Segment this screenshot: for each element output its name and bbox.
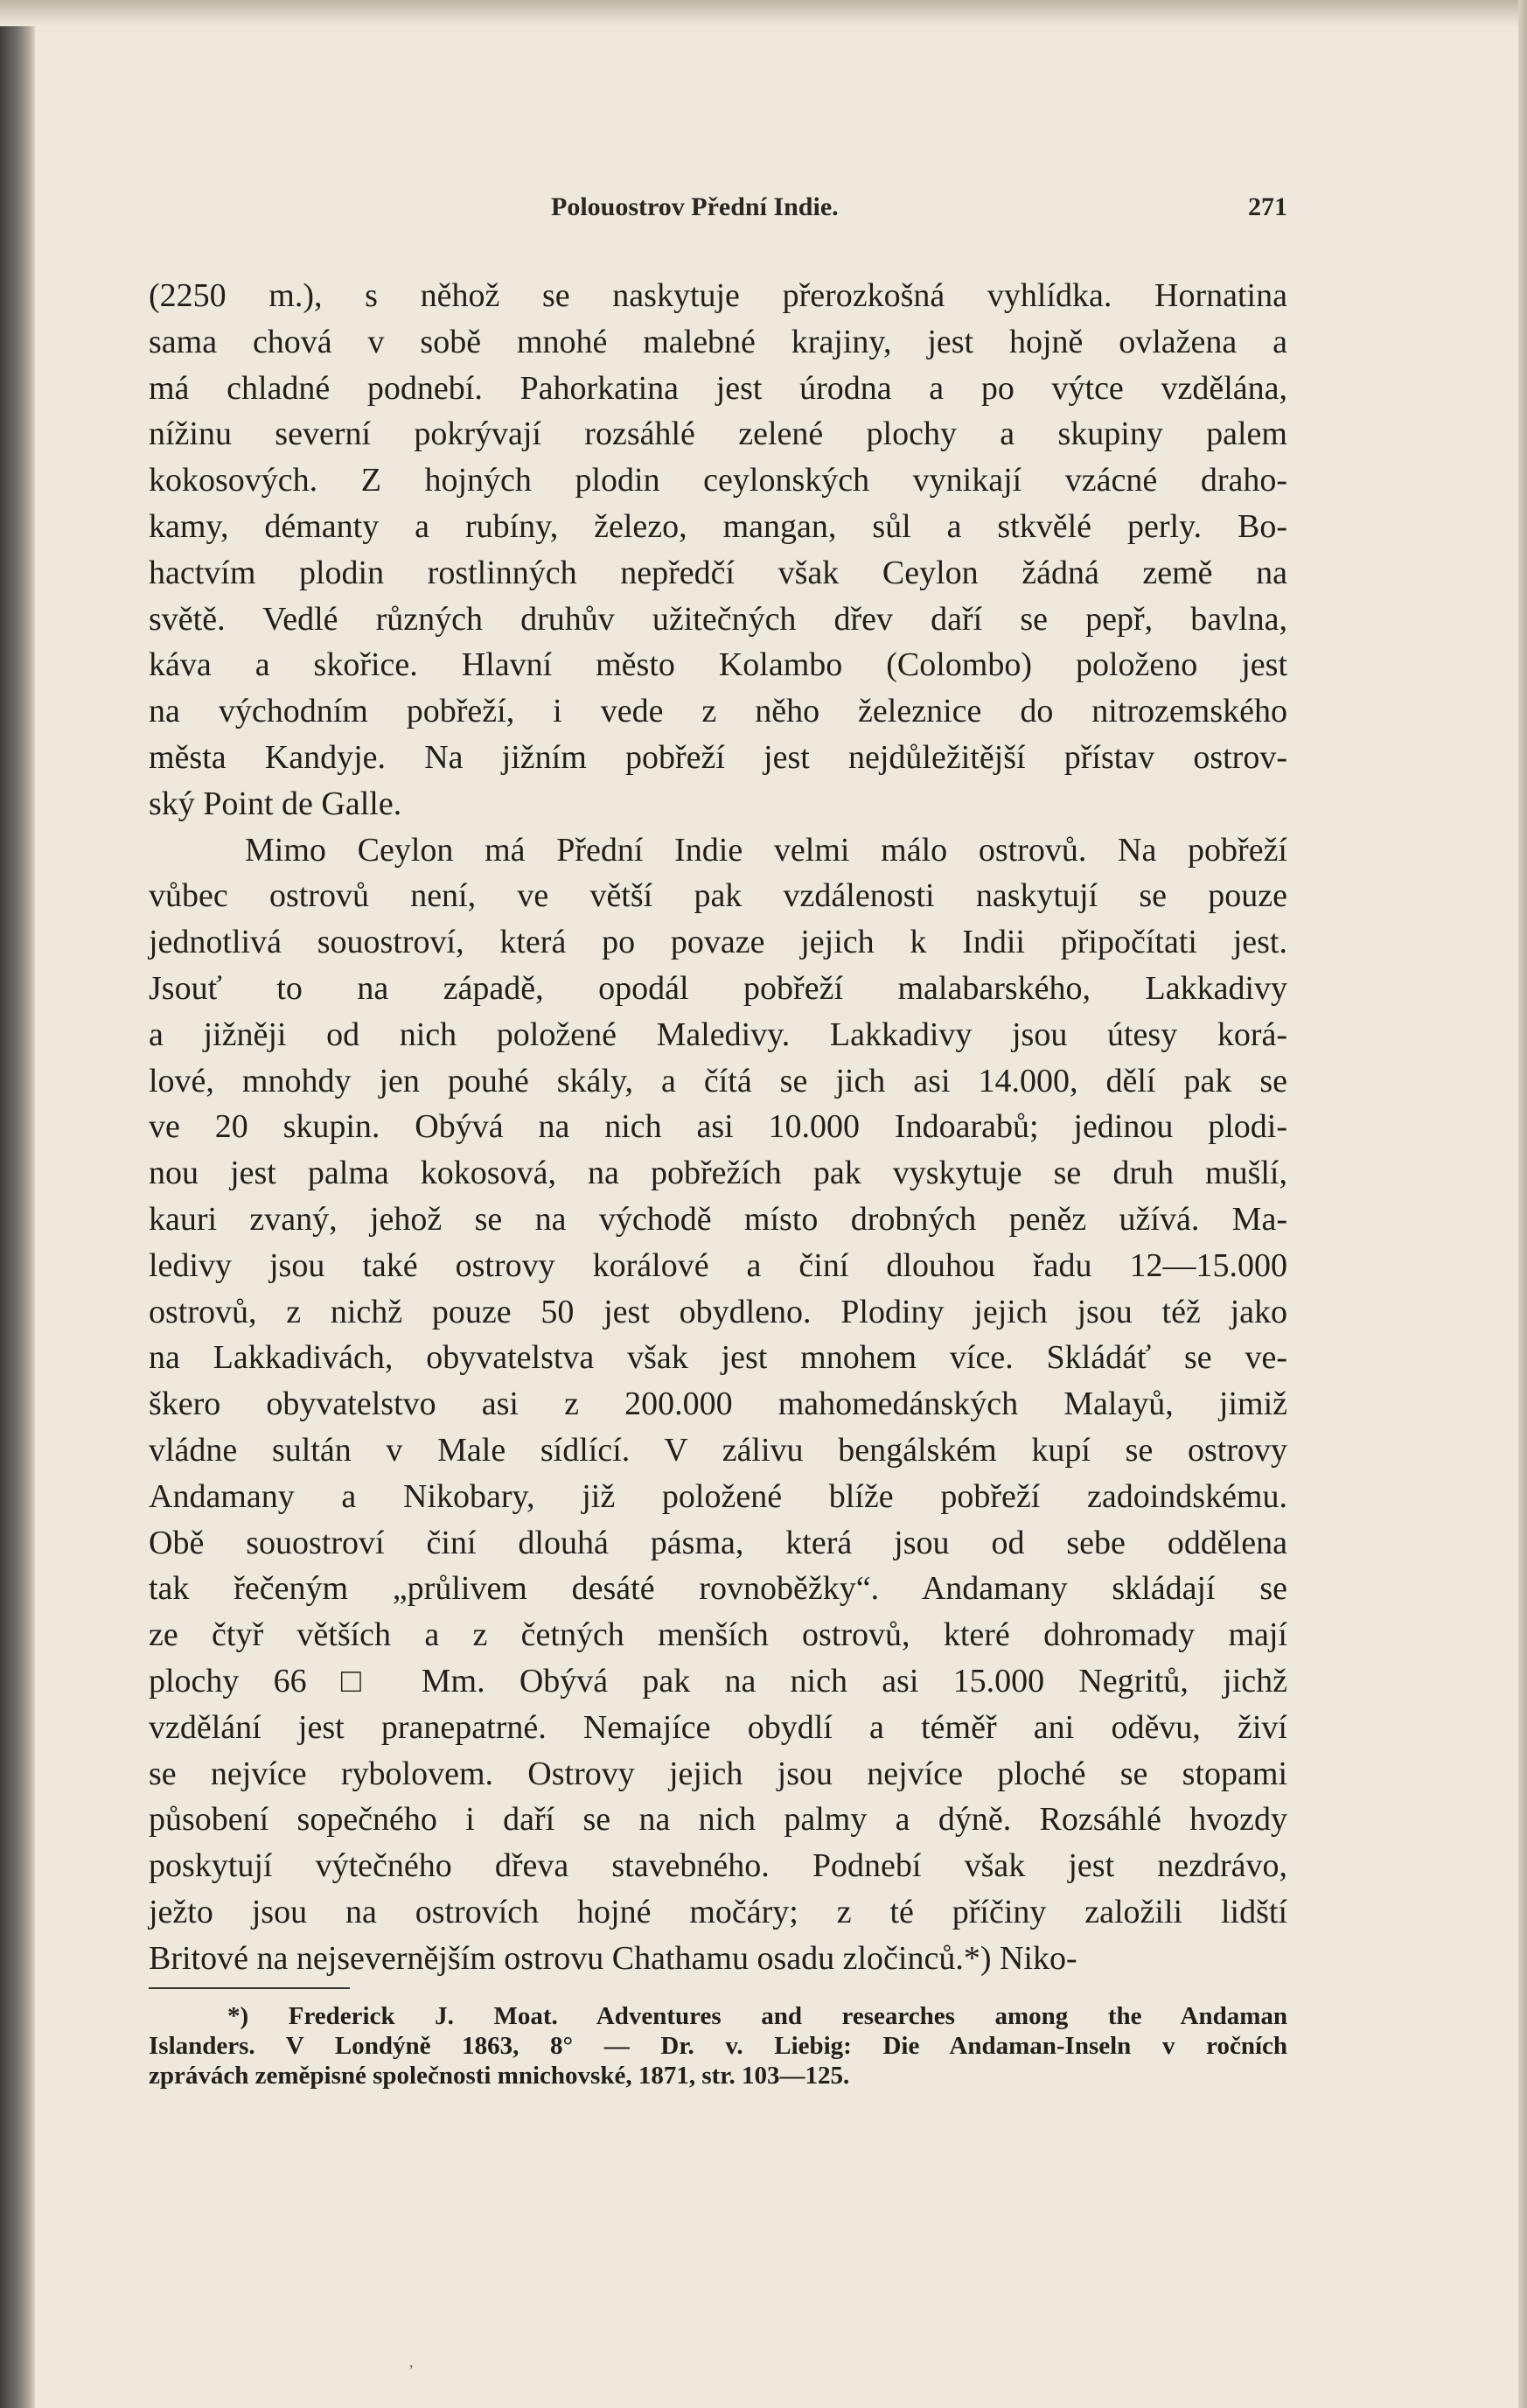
text-line: a jižněji od nich položené Maledivy. Lakkadivy jsou útesy korá-	[149, 1016, 1287, 1053]
text-line: (2250 m.), s něhož se naskytuje přerozkošná vyhlídka. Hornatina	[149, 277, 1287, 314]
text-line: na Lakkadivách, obyvatelstva však jest mnohem více. Skládáť se ve-	[149, 1339, 1287, 1377]
text-line: jednotlivá souostroví, která po povaze jejich k Indii připočítati jest.	[149, 924, 1287, 961]
text-line: ve 20 skupin. Obývá na nich asi 10.000 Indoarabů; jedinou plodi-	[149, 1108, 1287, 1146]
text-line: na východním pobřeží, i vede z něho železnice do nitrozemského	[149, 693, 1287, 730]
text-line: Britové na nejsevernějším ostrovu Chathamu osadu zločinců.*) Niko-	[149, 1939, 1077, 1977]
book-binding-shadow	[0, 0, 35, 2408]
page-number: 271	[1248, 192, 1287, 221]
text-line: škero obyvatelstvo asi z 200.000 mahomedánských Malayů, jimiž	[149, 1385, 1287, 1423]
text-line: vzdělání jest pranepatrné. Nemajíce obydlí a téměř ani oděvu, živí	[149, 1708, 1287, 1746]
text-line: káva a skořice. Hlavní město Kolambo (Colombo) položeno jest	[149, 646, 1287, 684]
text-line: ze čtyř větších a z četných menších ostrovů, které dohromady mají	[149, 1616, 1287, 1654]
text-line: ježto jsou na ostrovích hojné močáry; z té příčiny založili lidští	[149, 1893, 1287, 1930]
footnote-separator	[149, 1987, 350, 1989]
text-line: města Kandyje. Na jižním pobřeží jest nejdůležitější přístav ostrov-	[149, 738, 1287, 776]
text-line: nou jest palma kokosová, na pobřežích pak vyskytuje se druh mušlí,	[149, 1155, 1287, 1192]
text-line: Jsouť to na západě, opodál pobřeží malabarského, Lakkadivy	[149, 969, 1287, 1007]
text-line: kokosových. Z hojných plodin ceylonských vynikají vzácné draho-	[149, 462, 1287, 499]
main-text	[149, 273, 1287, 1981]
text-line: se nejvíce rybolovem. Ostrovy jejich jsou nejvíce ploché se stopami	[149, 1755, 1287, 1792]
text-line: poskytují výtečného dřeva stavebného. Podnebí však jest nezdrávo,	[149, 1847, 1287, 1885]
text-line: kauri zvaný, jehož se na východě místo drobných peněz užívá. Ma-	[149, 1200, 1287, 1238]
text-line: má chladné podnebí. Pahorkatina jest úrodna a po výtce vzdělána,	[149, 369, 1287, 407]
text-line: vládne sultán v Male sídlící. V zálivu bengálském kupí se ostrovy	[149, 1431, 1287, 1469]
text-line: působení sopečného i daří se na nich palmy a dýně. Rozsáhlé hvozdy	[149, 1801, 1287, 1839]
text-line: nížinu severní pokrývají rozsáhlé zelené plochy a skupiny palem	[149, 415, 1287, 453]
text-line: ledivy jsou také ostrovy korálové a činí dlouhou řadu 12—15.000	[149, 1246, 1287, 1284]
running-header	[149, 192, 1287, 236]
footnote-line: zprávách zeměpisné společnosti mnichovské, 1871, str. 103—125.	[149, 2062, 850, 2090]
footnote-line: Islanders. V Londýně 1863, 8° — Dr. v. Liebig: Die Andaman-Inseln v ročních	[149, 2032, 1287, 2060]
text-line: lové, mnohdy jen pouhé skály, a čítá se jich asi 14.000, dělí pak se	[149, 1062, 1287, 1099]
text-line: hactvím plodin rostlinných nepředčí však Ceylon žádná země na	[149, 554, 1287, 591]
text-line: ostrovů, z nichž pouze 50 jest obydleno. Plodiny jejich jsou též jako	[149, 1293, 1287, 1330]
text-line: Mimo Ceylon má Přední Indie velmi málo ostrovů. Na pobřeží	[245, 831, 1287, 869]
text-line: Obě souostroví činí dlouhá pásma, která jsou od sebe oddělena	[149, 1524, 1287, 1561]
stray-ink-mark: ,	[409, 2353, 414, 2370]
text-line: světě. Vedlé různých druhův užitečných dřev daří se pepř, bavlna,	[149, 600, 1287, 638]
text-line: ský Point de Galle.	[149, 785, 402, 822]
text-line: sama chová v sobě mnohé malebné krajiny, jest hojně ovlažena a	[149, 323, 1287, 360]
footnote	[149, 2001, 1287, 2090]
text-line: plochy 66 □ Mm. Obývá pak na nich asi 15.000 Negritů, jichž	[149, 1662, 1287, 1700]
page-top-edge	[0, 0, 1527, 26]
page-right-edge	[1518, 0, 1527, 2408]
running-title: Polouostrov Přední Indie.	[551, 192, 839, 221]
text-line: Andamany a Nikobary, již položené blíže pobřeží zadoindskému.	[149, 1477, 1287, 1515]
text-line: vůbec ostrovů není, ve větší pak vzdálenosti naskytují se pouze	[149, 877, 1287, 915]
footnote-line: *) Frederick J. Moat. Adventures and researches among the Andaman	[227, 2002, 1287, 2030]
text-line: tak řečeným „průlivem desáté rovnoběžky“. Andamany skládají se	[149, 1570, 1287, 1608]
text-line: kamy, démanty a rubíny, železo, mangan, sůl a stkvělé perly. Bo-	[149, 507, 1287, 545]
